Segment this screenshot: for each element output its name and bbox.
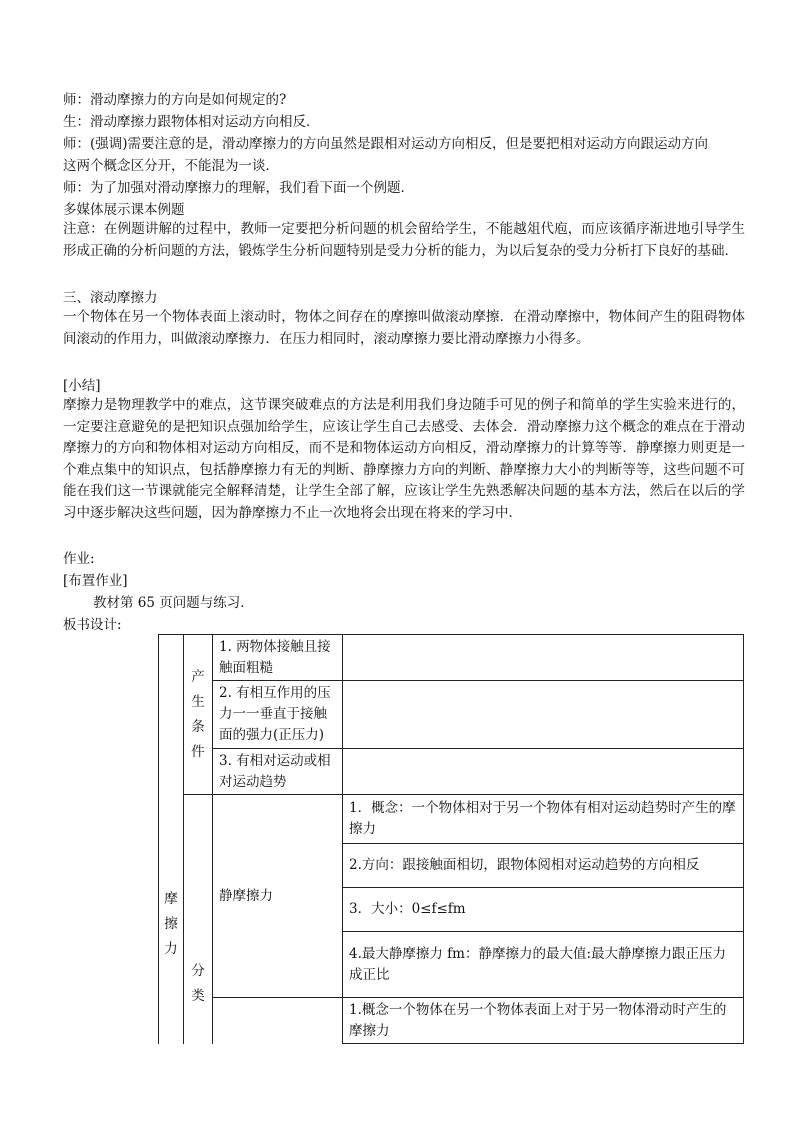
sliding-item-1: 1.概念一个物体在另一个物体表面上对于另一物体滑动时产生的摩擦力 xyxy=(343,998,744,1044)
root-char-1: 摩 xyxy=(164,890,178,907)
conditions-char-2: 生 xyxy=(191,693,205,710)
dialogue-line-4: 这两个概念区分开，不能混为一谈． xyxy=(63,158,279,174)
condition-1-note xyxy=(343,635,744,681)
conditions-char-4: 件 xyxy=(191,743,205,760)
board-design-table xyxy=(158,634,744,1044)
board-design-label: 板书设计: xyxy=(63,617,122,633)
summary-heading: [小结] xyxy=(63,378,101,394)
condition-3-note xyxy=(343,749,744,795)
conditions-label-cell xyxy=(184,635,213,795)
static-item-3: 3．大小：0≤f≤fm xyxy=(343,888,744,932)
section3-body: 一个物体在另一个物体表面上滚动时，物体之间存在的摩擦叫做滚动摩擦．在滑动摩擦中，物体间产生的阻碍物体间滚动的作用力，叫做滚动摩擦力．在压力相同时，滚动摩擦力要比滑动摩擦力小得多。 xyxy=(63,309,745,347)
section3-heading: 三、滚动摩擦力 xyxy=(63,290,158,306)
static-item-1: 1．概念：一个物体相对于另一个物体有相对运动趋势时产生的摩擦力 xyxy=(343,795,744,844)
multimedia-line: 多媒体展示课本例题 xyxy=(63,202,185,218)
static-item-4: 4.最大静摩擦力 fm：静摩擦力的最大值:最大静摩擦力跟正压力成正比 xyxy=(343,932,744,998)
condition-1: 1. 两物体接触且接触面粗糙 xyxy=(213,635,343,681)
root-char-3: 力 xyxy=(164,940,178,957)
summary-body: 摩擦力是物理教学中的难点，这节课突破难点的方法是利用我们身边随手可见的例子和简单的学生实验来进行的，一定要注意避免的是把知识点强加给学生，应该让学生自己去感受、去体会．滑动摩擦力这个概念的难点在于滑动摩擦力的方向和物体相对运动方向相反，而不是和物体运动方向相反，滑动摩擦力的计算等等．静摩擦力则更是一个难点集中的知识点，包括静摩擦力有无的判断、静摩擦力方向的判断、静摩擦力大小的判断等等，这些问题不可能在我们这一节课就能完全解释清楚，让学生全部了解，应该让学生先熟悉解决问题的基本方法，然后在以后的学习中逐步解决这些问题，因为静摩擦力不止一次地将会出现在将来的学习中． xyxy=(63,397,745,521)
conditions-char-3: 条 xyxy=(191,718,205,735)
class-char-1: 分 xyxy=(191,963,205,980)
condition-2-note xyxy=(343,681,744,749)
dialogue-line-3: 师：(强调)需要注意的是，滑动摩擦力的方向虽然是跟相对运动方向相反，但是要把相对运动方向跟运动方向 xyxy=(63,136,709,152)
condition-2: 2. 有相互作用的压力一一垂直于接触面的强力(正压力) xyxy=(213,681,343,749)
dialogue-line-1: 师：滑动摩擦力的方向是如何规定的? xyxy=(63,92,287,108)
conditions-char-1: 产 xyxy=(191,668,205,685)
condition-3: 3. 有相对运动或相对运动趋势 xyxy=(213,749,343,795)
dialogue-line-2: 生：滑动摩擦力跟物体相对运动方向相反． xyxy=(63,114,320,130)
class-char-2: 类 xyxy=(191,988,205,1005)
classification-label-cell xyxy=(184,795,213,1044)
homework-assign: [布置作业] xyxy=(63,573,128,589)
homework-task: 教材第 65 页问题与练习． xyxy=(93,595,254,611)
homework-label: 作业: xyxy=(63,551,95,567)
root-char-2: 擦 xyxy=(164,915,178,932)
root-cell xyxy=(159,635,184,1044)
dialogue-line-5: 师：为了加强对滑动摩擦力的理解，我们看下面一个例题． xyxy=(63,180,414,196)
sliding-friction-label xyxy=(213,998,343,1044)
static-friction-label: 静摩擦力 xyxy=(213,795,343,998)
note-paragraph: 注意：在例题讲解的过程中，教师一定要把分析问题的机会留给学生，不能越俎代庖，而应该循序渐进地引导学生形成正确的分析问题的方法，锻炼学生分析问题特别是受力分析的能力，为以后复杂的受力分析打下良好的基础． xyxy=(63,221,745,259)
static-item-2: 2.方向：跟接触面相切，跟物体阅相对运动趋势的方向相反 xyxy=(343,844,744,888)
